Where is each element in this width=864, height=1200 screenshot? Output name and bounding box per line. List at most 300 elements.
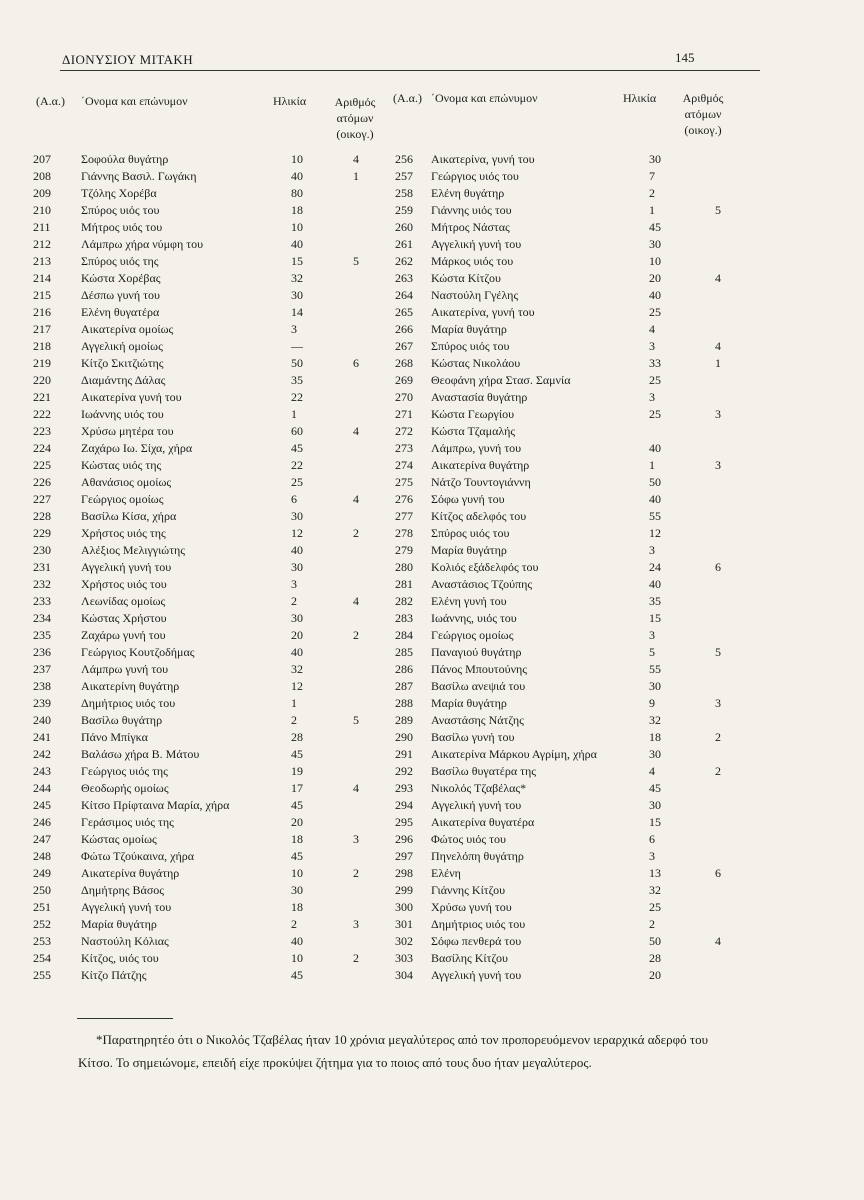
row-number: 304 [395,968,413,982]
age-value: 45 [291,441,303,455]
age-value: 2 [291,917,297,931]
table-row [387,441,747,458]
person-name: Κολιός εξάδελφός του [431,560,539,574]
table-row [33,458,393,475]
age-value: 28 [291,730,303,744]
person-name: Κώστα Χορέβας [81,271,161,285]
household-count: 3 [353,917,359,931]
age-value: 50 [649,934,661,948]
row-number: 210 [33,203,51,217]
age-value: 25 [649,373,661,387]
person-name: Σπύρος υιός του [81,203,160,217]
table-row [33,662,393,679]
person-name: Αικατερίνα θυγατέρα [431,815,535,829]
person-name: Αγγελική γυνή του [431,968,522,982]
table-row [387,424,747,441]
table-row [33,186,393,203]
header-name: ΄Ονομα και επώνυμον [431,91,538,105]
age-value: 3 [649,628,655,642]
row-number: 250 [33,883,51,897]
age-value: 6 [649,832,655,846]
person-name: Φώτος υιός του [431,832,506,846]
person-name: Κίτσο Πρίφταινα Μαρία, χήρα [81,798,230,812]
person-name: Ναστούλη Γγέλης [431,288,519,302]
person-name: Αικατερίνα θυγάτηρ [81,866,180,880]
household-count: 2 [715,764,721,778]
age-value: 40 [649,492,661,506]
row-number: 235 [33,628,51,642]
age-value: 18 [291,900,303,914]
person-name: Κώστας Χρήστου [81,611,167,625]
row-number: 258 [395,186,413,200]
person-name: Σοφούλα θυγάτηρ [81,152,169,166]
age-value: — [291,339,303,353]
person-name: Τζόλης Χορέβα [81,186,157,200]
person-name: Μαρία θυγάτηρ [81,917,157,931]
age-value: 40 [291,237,303,251]
row-number: 256 [395,152,413,166]
household-count: 2 [715,730,721,744]
person-name: Βασίλω ανεψιά του [431,679,526,693]
table-row [387,390,747,407]
person-name: Κίτζο Πάτζης [81,968,147,982]
person-name: Σόφω πενθερά του [431,934,522,948]
table-column-right [387,90,747,985]
person-name: Βασίλω γυνή του [431,730,515,744]
row-number: 255 [33,968,51,982]
table-row [387,713,747,730]
person-name: Κίτζος, υιός του [81,951,159,965]
table-row [33,305,393,322]
age-value: 10 [649,254,661,268]
row-number: 269 [395,373,413,387]
row-number: 222 [33,407,51,421]
person-name: Χρύσω γυνή του [431,900,512,914]
table-row [33,713,393,730]
age-value: 25 [649,305,661,319]
row-number: 296 [395,832,413,846]
person-name: Σπύρος υιός της [81,254,159,268]
age-value: 40 [291,934,303,948]
person-name: Κώστας ομοίως [81,832,157,846]
table-row [33,815,393,832]
person-name: Αγγελική γυνή του [431,237,522,251]
person-name: Αγγελική γυνή του [81,560,172,574]
age-value: 1 [649,203,655,217]
household-count: 4 [715,339,721,353]
table-row [387,288,747,305]
household-count: 5 [353,254,359,268]
row-number: 234 [33,611,51,625]
person-name: Αικατερίνα, γυνή του [431,152,535,166]
running-head: ΔΙΟΝΥΣΙΟΥ ΜΙΤΑΚΗ [62,52,193,67]
table-row [33,220,393,237]
table-row [33,679,393,696]
person-name: Αναστασία θυγάτηρ [431,390,528,404]
row-number: 293 [395,781,413,795]
table-row [33,628,393,645]
age-value: 60 [291,424,303,438]
table-row [33,543,393,560]
person-name: Παναγιού θυγάτηρ [431,645,522,659]
row-number: 209 [33,186,51,200]
age-value: 1 [291,696,297,710]
row-number: 276 [395,492,413,506]
person-name: Ελένη θυγατέρα [81,305,160,319]
header-count: Αριθμός ατόμων (οικογ.) [682,91,724,137]
person-name: Πηνελόπη θυγάτηρ [431,849,524,863]
age-value: 17 [291,781,303,795]
table-row [33,509,393,526]
column-header [387,90,747,152]
age-value: 30 [649,237,661,251]
person-name: Βασίλω θυγατέρα της [431,764,536,778]
row-number: 211 [33,220,51,234]
row-number: 244 [33,781,51,795]
age-value: 55 [649,662,661,676]
table-row [387,407,747,424]
table-row [387,526,747,543]
person-name: Φώτω Τζούκαινα, χήρα [81,849,195,863]
table-row [387,866,747,883]
row-number: 260 [395,220,413,234]
household-count: 5 [353,713,359,727]
person-name: Κώστα Γεωργίου [431,407,515,421]
household-count: 4 [715,934,721,948]
age-value: 10 [291,951,303,965]
row-number: 219 [33,356,51,370]
row-number: 302 [395,934,413,948]
row-number: 231 [33,560,51,574]
age-value: 30 [649,679,661,693]
person-name: Γιάννης υιός του [431,203,512,217]
age-value: 22 [291,390,303,404]
person-name: Χρύσω μητέρα του [81,424,174,438]
age-value: 25 [291,475,303,489]
row-number: 257 [395,169,413,183]
person-name: Κίτζος αδελφός του [431,509,527,523]
person-name: Γιάννης Κίτζου [431,883,506,897]
person-name: Χρήστος υιός του [81,577,167,591]
row-number: 248 [33,849,51,863]
row-number: 232 [33,577,51,591]
table-row [387,645,747,662]
age-value: 2 [291,713,297,727]
person-name: Κώστας Νικολάου [431,356,521,370]
table-row [33,968,393,985]
age-value: 14 [291,305,303,319]
age-value: 4 [649,322,655,336]
row-number: 247 [33,832,51,846]
person-name: Μήτρος Νάστας [431,220,510,234]
age-value: 10 [291,866,303,880]
age-value: 3 [291,577,297,591]
page-number: 145 [675,50,695,65]
row-number: 221 [33,390,51,404]
table-row [387,628,747,645]
person-name: Αικατερίνα θυγάτηρ [431,458,530,472]
table-row [33,917,393,934]
table-row [33,883,393,900]
person-name: Σόφω γυνή του [431,492,505,506]
person-name: Γεώργιος Κουτζοδήμας [81,645,195,659]
age-value: 19 [291,764,303,778]
age-value: 30 [291,288,303,302]
table-row [33,254,393,271]
age-value: 30 [649,747,661,761]
row-number: 297 [395,849,413,863]
age-value: 40 [291,543,303,557]
household-count: 1 [353,169,359,183]
person-name: Γεράσιμος υιός της [81,815,174,829]
person-name: Κώστας υιός της [81,458,162,472]
table-row [387,492,747,509]
age-value: 7 [649,169,655,183]
person-name: Γεώργιος υιός του [431,169,519,183]
table-row [33,560,393,577]
table-row [33,288,393,305]
row-number: 220 [33,373,51,387]
row-number: 265 [395,305,413,319]
age-value: 25 [649,407,661,421]
person-name: Αικατερίνα ομοίως [81,322,174,336]
person-name: Μαρία θυγάτηρ [431,696,507,710]
person-name: Διαμάντης Δάλας [81,373,166,387]
table-row [387,849,747,866]
table-row [33,798,393,815]
table-row [387,271,747,288]
age-value: 35 [291,373,303,387]
age-value: 1 [291,407,297,421]
table-row [387,152,747,169]
table-row [387,475,747,492]
person-name: Μαρία θυγάτηρ [431,322,507,336]
age-value: 10 [291,220,303,234]
header-rule [60,70,760,71]
row-number: 213 [33,254,51,268]
row-number: 267 [395,339,413,353]
row-number: 252 [33,917,51,931]
household-count: 4 [353,424,359,438]
table-row [387,951,747,968]
household-count: 6 [715,866,721,880]
table-row [387,322,747,339]
column-header [33,90,393,152]
person-name: Αναστάσιος Τζούπης [431,577,533,591]
person-name: Σπύρος υιός του [431,339,510,353]
table-row [33,169,393,186]
age-value: 40 [649,577,661,591]
row-number: 245 [33,798,51,812]
age-value: 40 [649,441,661,455]
age-value: 12 [649,526,661,540]
footnote-rule [77,1018,173,1019]
row-number: 207 [33,152,51,166]
row-number: 264 [395,288,413,302]
age-value: 3 [649,849,655,863]
age-value: 25 [649,900,661,914]
household-count: 3 [715,458,721,472]
row-number: 294 [395,798,413,812]
table-row [387,900,747,917]
person-name: Βασίλης Κίτζου [431,951,508,965]
age-value: 30 [291,509,303,523]
table-row [33,526,393,543]
table-row [33,152,393,169]
person-name: Βασίλω Κίσα, χήρα [81,509,177,523]
row-number: 227 [33,492,51,506]
person-name: Αικατερίνα Μάρκου Αγρίμη, χήρα [431,747,597,761]
age-value: 20 [291,815,303,829]
table-row [33,934,393,951]
person-name: Χρήστος υιός της [81,526,166,540]
age-value: 2 [649,186,655,200]
row-number: 300 [395,900,413,914]
age-value: 20 [649,968,661,982]
table-row [387,509,747,526]
age-value: 30 [291,560,303,574]
age-value: 2 [291,594,297,608]
row-number: 292 [395,764,413,778]
row-number: 261 [395,237,413,251]
row-number: 275 [395,475,413,489]
table-rows [387,152,747,985]
row-number: 246 [33,815,51,829]
person-name: Γιάννης Βασιλ. Γωγάκη [81,169,197,183]
age-value: 45 [291,968,303,982]
table-row [33,237,393,254]
age-value: 80 [291,186,303,200]
age-value: 55 [649,509,661,523]
row-number: 224 [33,441,51,455]
age-value: 30 [291,883,303,897]
row-number: 270 [395,390,413,404]
table-row [33,866,393,883]
row-number: 237 [33,662,51,676]
age-value: 18 [291,203,303,217]
table-row [33,781,393,798]
person-name: Θεοδωρής ομοίως [81,781,169,795]
age-value: 18 [649,730,661,744]
age-value: 40 [649,288,661,302]
age-value: 1 [649,458,655,472]
row-number: 214 [33,271,51,285]
row-number: 285 [395,645,413,659]
age-value: 24 [649,560,661,574]
age-value: 32 [649,883,661,897]
household-count: 5 [715,203,721,217]
row-number: 226 [33,475,51,489]
person-name: Λεωνίδας ομοίως [81,594,166,608]
household-count: 4 [353,152,359,166]
table-row [387,169,747,186]
age-value: 20 [291,628,303,642]
table-row [387,832,747,849]
table-row [387,543,747,560]
age-value: 40 [291,169,303,183]
person-name: Λάμπρω γυνή του [81,662,169,676]
household-count: 3 [715,696,721,710]
age-value: 3 [649,390,655,404]
table-row [33,475,393,492]
row-number: 238 [33,679,51,693]
row-number: 217 [33,322,51,336]
row-number: 216 [33,305,51,319]
table-row [33,645,393,662]
age-value: 15 [649,611,661,625]
table-row [387,203,747,220]
row-number: 208 [33,169,51,183]
person-name: Κώστα Τζαμαλής [431,424,516,438]
row-number: 271 [395,407,413,421]
row-number: 266 [395,322,413,336]
row-number: 288 [395,696,413,710]
person-name: Νάτζο Τουντογιάννη [431,475,531,489]
row-number: 251 [33,900,51,914]
table-row [33,764,393,781]
table-row [33,577,393,594]
person-name: Ελένη [431,866,461,880]
person-name: Γεώργιος υιός της [81,764,168,778]
person-name: Σπύρος υιός του [431,526,510,540]
age-value: 12 [291,679,303,693]
age-value: 45 [291,747,303,761]
table-row [387,934,747,951]
row-number: 278 [395,526,413,540]
age-value: 3 [649,543,655,557]
age-value: 33 [649,356,661,370]
person-name: Μήτρος υιός του [81,220,163,234]
row-number: 299 [395,883,413,897]
person-name: Ζαχάρω γυνή του [81,628,166,642]
table-row [33,373,393,390]
age-value: 32 [291,271,303,285]
person-name: Ναστούλη Κόλιας [81,934,169,948]
person-name: Βασίλω θυγάτηρ [81,713,163,727]
table-row [387,815,747,832]
age-value: 18 [291,832,303,846]
row-number: 287 [395,679,413,693]
person-name: Δημήτριος υιός του [431,917,526,931]
row-number: 277 [395,509,413,523]
row-number: 243 [33,764,51,778]
age-value: 45 [291,798,303,812]
table-row [387,730,747,747]
age-value: 15 [291,254,303,268]
header-count: Αριθμός ατόμων (οικογ.) [334,95,376,141]
age-value: 28 [649,951,661,965]
header-serial: (Α.α.) [36,94,65,108]
household-count: 2 [353,526,359,540]
age-value: 22 [291,458,303,472]
table-row [33,611,393,628]
row-number: 254 [33,951,51,965]
row-number: 298 [395,866,413,880]
table-row [387,611,747,628]
age-value: 9 [649,696,655,710]
person-name: Αγγελική γυνή του [81,900,172,914]
table-row [387,254,747,271]
age-value: 3 [291,322,297,336]
table-row [33,594,393,611]
table-rows [33,152,393,985]
person-name: Αθανάσιος ομοίως [81,475,172,489]
table-row [33,849,393,866]
table-row [33,424,393,441]
table-row [387,305,747,322]
household-count: 4 [353,594,359,608]
row-number: 233 [33,594,51,608]
